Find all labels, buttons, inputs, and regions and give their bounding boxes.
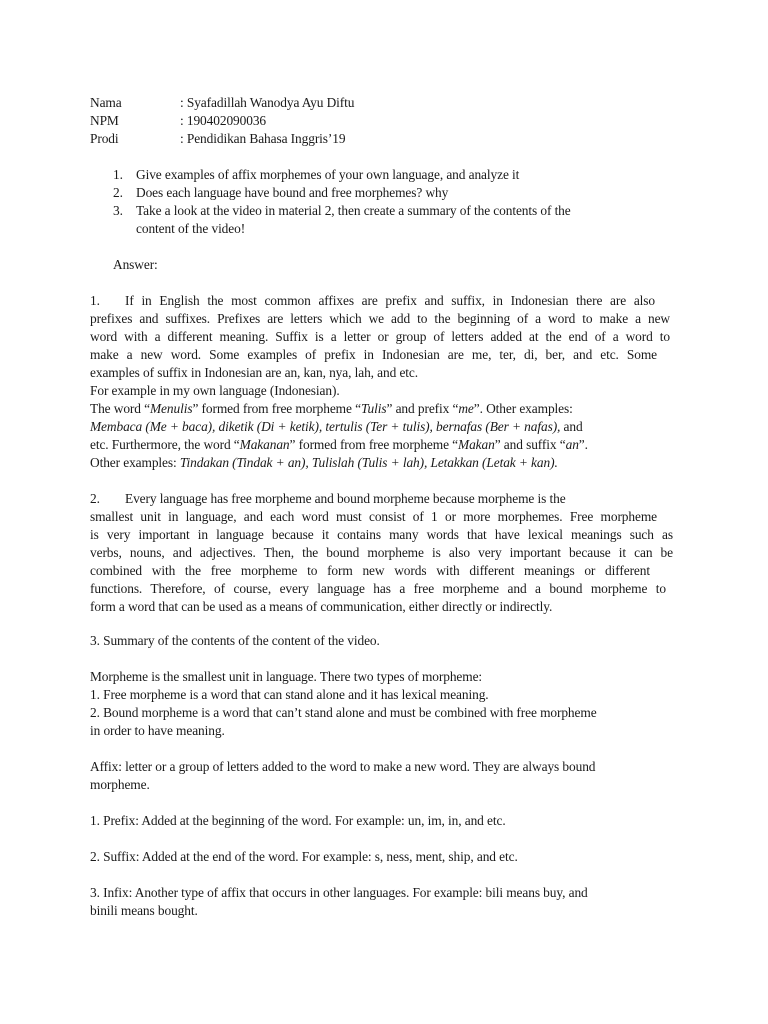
question-text: Give examples of affix morphemes of your own language, and analyze it bbox=[136, 167, 520, 182]
example-list: Membaca (Me + baca), diketik (Di + ketik), tertulis (Ter + tulis), bernafas (Ber + nafas), bbox=[90, 419, 561, 434]
answer-line: word with a different meaning. Suffix is a letter or group of letters added at the end of a word to bbox=[90, 329, 670, 344]
answer-line: functions. Therefore, of course, every language has a free morpheme and a bound morpheme to bbox=[90, 581, 666, 596]
answer-line bbox=[90, 454, 558, 472]
summary-line: 1. Free morpheme is a word that can stand alone and it has lexical meaning. bbox=[90, 687, 489, 702]
text-run: etc. Furthermore, the word “ bbox=[90, 437, 240, 452]
npm-value: : 190402090036 bbox=[180, 113, 267, 128]
summary-line: Affix: letter or a group of letters added to the word to make a new word. They are always bound bbox=[90, 759, 596, 774]
prodi-value: : Pendidikan Bahasa Inggris’19 bbox=[180, 131, 346, 146]
summary-line: in order to have meaning. bbox=[90, 723, 225, 738]
section-heading: 3. Summary of the contents of the content of the video. bbox=[90, 633, 380, 648]
question-number: 2. bbox=[113, 185, 123, 200]
text-run: and bbox=[560, 419, 583, 434]
answer-line: combined with the free morpheme to form new words with different meanings or different bbox=[90, 563, 650, 578]
text-run: ” and prefix “ bbox=[386, 401, 459, 416]
answer-line: For example in my own language (Indonesian). bbox=[90, 383, 340, 398]
summary-line: 3. Infix: Another type of affix that occurs in other languages. For example: bili means buy, and bbox=[90, 885, 588, 900]
answer-line: verbs, nouns, and adjectives. Then, the bound morpheme is also very important because it can be bbox=[90, 545, 673, 560]
answer-line: is very important in language because it contains many words that have lexical meanings such as bbox=[90, 527, 673, 542]
summary-line: morpheme. bbox=[90, 777, 150, 792]
answer-line: Every language has free morpheme and bound morpheme because morpheme is the bbox=[125, 491, 566, 506]
example-word: Makanan bbox=[239, 437, 290, 452]
text-run: ”. Other examples: bbox=[473, 401, 573, 416]
answer-line bbox=[90, 418, 583, 436]
text-run: Other examples: bbox=[90, 455, 180, 470]
question-text: content of the video! bbox=[136, 221, 246, 236]
summary-line: binili means bought. bbox=[90, 903, 198, 918]
answer-line: prefixes and suffixes. Prefixes are letters which we add to the beginning of a word to make a new bbox=[90, 311, 670, 326]
name-value: : Syafadillah Wanodya Ayu Diftu bbox=[180, 95, 355, 110]
answer-line: form a word that can be used as a means of communication, either directly or indirectly. bbox=[90, 599, 553, 614]
answer-number: 1. bbox=[90, 293, 100, 308]
answer-label: Answer: bbox=[113, 257, 158, 272]
answer-line: If in English the most common affixes are prefix and suffix, in Indonesian there are also bbox=[125, 293, 655, 308]
text-run: ” formed from free morpheme “ bbox=[289, 437, 459, 452]
text-run: ” and suffix “ bbox=[494, 437, 566, 452]
example-word: Tulis bbox=[360, 401, 387, 416]
npm-label: NPM bbox=[90, 113, 119, 128]
name-label: Nama bbox=[90, 95, 122, 110]
question-number: 3. bbox=[113, 203, 123, 218]
prodi-label: Prodi bbox=[90, 131, 119, 146]
example-word: Makan bbox=[458, 437, 495, 452]
example-word: me bbox=[458, 401, 474, 416]
summary-line: 1. Prefix: Added at the beginning of the word. For example: un, im, in, and etc. bbox=[90, 813, 506, 828]
text-run: ”. bbox=[578, 437, 588, 452]
example-list: Tindakan (Tindak + an), Tulislah (Tulis + lah), Letakkan (Letak + kan). bbox=[179, 455, 558, 470]
question-number: 1. bbox=[113, 167, 123, 182]
summary-line: 2. Suffix: Added at the end of the word. For example: s, ness, ment, ship, and etc. bbox=[90, 849, 518, 864]
answer-number: 2. bbox=[90, 491, 100, 506]
question-text: Take a look at the video in material 2, then create a summary of the contents of the bbox=[136, 203, 571, 218]
text-run: The word “ bbox=[90, 401, 150, 416]
text-run: ” formed from free morpheme “ bbox=[192, 401, 361, 416]
question-text: Does each language have bound and free morphemes? why bbox=[136, 185, 449, 200]
answer-line bbox=[90, 436, 588, 454]
answer-line bbox=[90, 400, 573, 418]
example-word: an bbox=[565, 437, 579, 452]
summary-line: 2. Bound morpheme is a word that can’t stand alone and must be combined with free morpheme bbox=[90, 705, 597, 720]
answer-line: make a new word. Some examples of prefix in Indonesian are me, ter, di, ber, and etc. Some bbox=[90, 347, 657, 362]
answer-line: smallest unit in language, and each word must consist of 1 or more morphemes. Free morpheme bbox=[90, 509, 657, 524]
example-word: Menulis bbox=[149, 401, 193, 416]
answer-line: examples of suffix in Indonesian are an, kan, nya, lah, and etc. bbox=[90, 365, 419, 380]
summary-line: Morpheme is the smallest unit in language. There two types of morpheme: bbox=[90, 669, 483, 684]
